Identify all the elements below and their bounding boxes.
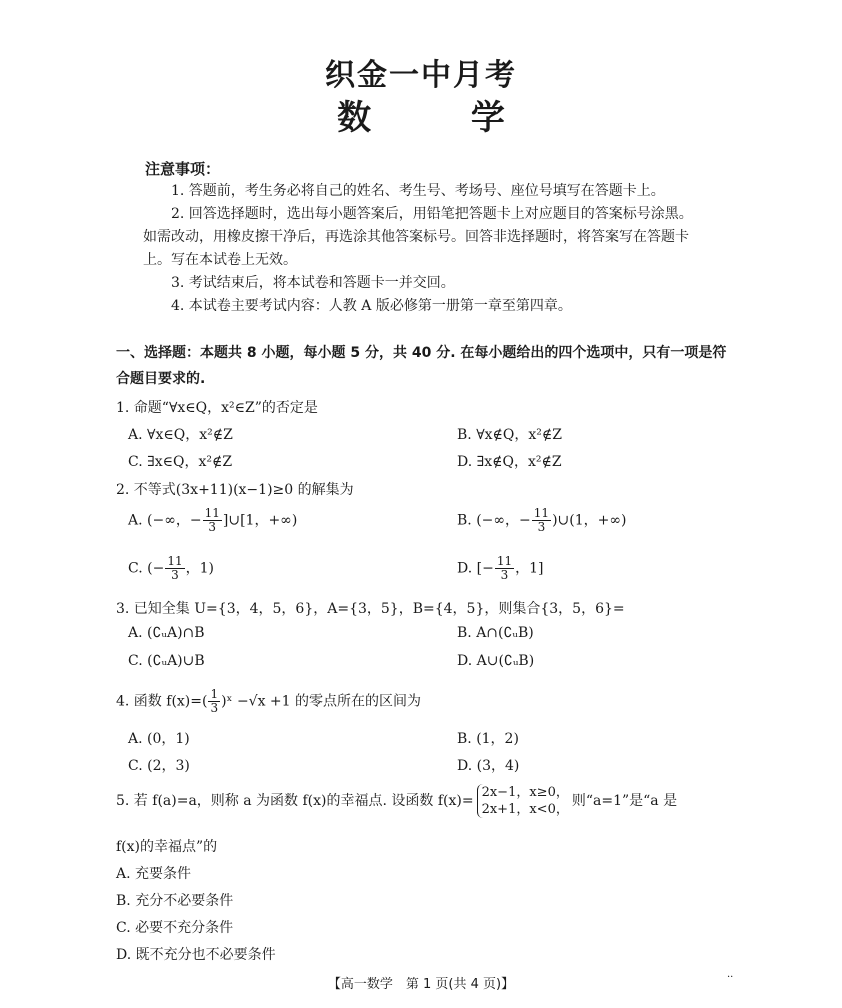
option-label: A. [128,512,143,529]
question-1-option-b: B. ∀x∉Q，x²∉Z [457,427,562,443]
notice-item-2: 2. 回答选择题时，选出每小题答案后，用铅笔把答题卡上对应题目的答案标号涂黑。如需改动，用橡皮擦干净后，再选涂其他答案标号。回答非选择题时，将答案写在答题卡上。写在本试卷上无效。 [143,206,693,268]
question-5-option-d: D. 既不充分也不必要条件 [116,947,276,963]
fraction [495,555,514,582]
fraction [208,688,220,715]
fraction-denominator: 3 [208,520,217,534]
question-4-option-d: D. (3，4) [457,758,520,774]
question-5-stem-line-2: f(x)的幸福点”的 [116,839,218,855]
question-4-option-c: C. (2，3) [128,758,190,774]
option-label: C. [128,560,143,577]
fraction [532,507,551,534]
fraction-numerator: 1 [210,687,219,701]
notice-item-4: 4. 本试卷主要考试内容：人教 A 版必修第一册第一章至第四章。 [171,298,572,314]
fraction [203,507,222,534]
page-footer: 【高一数学 第 1 页(共 4 页)】 [327,977,515,992]
fraction-denominator: 3 [210,701,219,715]
question-2-option-d [457,555,544,582]
piecewise-case-1: 2x−1，x≥0， [481,785,569,800]
section-heading [116,340,736,392]
fraction-numerator: 11 [167,554,183,568]
question-1-option-c: C. ∃x∈Q，x²∉Z [128,454,233,470]
question-5-stem-start: 5. 若 f(a)=a，则称 a 为函数 f(x)的幸福点. 设函数 f(x)= [116,793,474,809]
question-2-option-c [128,555,214,582]
option-interval-end: ，1] [515,560,544,577]
notice-item-3: 3. 考试结束后，将本试卷和答题卡一并交回。 [171,275,455,291]
question-1-stem: 1. 命题“∀x∈Q，x²∈Z”的否定是 [116,400,318,416]
question-5-option-c: C. 必要不充分条件 [116,920,234,936]
question-5-stem [116,784,677,818]
option-interval-end: ]∪[1，+∞) [222,512,298,529]
question-5-stem-end: 则“a=1”是“a 是 [571,793,678,809]
section-heading-text: 一、选择题：本题共 8 小题，每小题 5 分，共 40 分. 在每小题给出的四个选项中，只有一项是符合题目要求的. [116,345,727,387]
fraction-numerator: 11 [533,506,550,520]
question-2-stem: 2. 不等式(3x+11)(x−1)≥0 的解集为 [116,482,354,498]
question-5-option-a: A. 充要条件 [116,866,192,882]
fraction-numerator: 11 [204,506,220,520]
option-interval-start: (−∞，− [147,512,202,529]
question-4-stem-end: )ˣ −√x +1 的零点所在的区间为 [221,693,422,710]
question-4-stem [116,688,421,715]
piecewise-case-2: 2x+1，x<0， [481,802,569,817]
question-3-stem: 3. 已知全集 U={3，4，5，6}，A={3，5}，B={4，5}，则集合{3，5，6}= [116,601,625,617]
question-5-option-b: B. 充分不必要条件 [116,893,234,909]
question-4-option-a: A. (0，1) [128,731,190,747]
question-3-option-c: C. (∁ᵤA)∪B [128,653,205,669]
question-3-option-b: B. A∩(∁ᵤB) [457,625,534,641]
option-interval-start: (− [147,560,165,577]
option-interval-start: (−∞，− [476,512,531,529]
piecewise-function [477,784,569,818]
footer-mark: ·· [727,972,734,983]
fraction-denominator: 3 [500,568,509,582]
option-label: B. [457,512,472,529]
question-4-option-b: B. (1，2) [457,731,519,747]
option-label: D. [457,560,473,577]
option-interval-start: [− [476,560,494,577]
question-1-option-d: D. ∃x∉Q，x²∉Z [457,454,562,470]
question-1-option-a: A. ∀x∈Q，x²∉Z [128,427,233,443]
fraction-numerator: 11 [496,554,513,568]
notice-heading: 注意事项： [145,160,221,178]
fraction-denominator: 3 [537,520,546,534]
question-3-option-a: A. (∁ᵤA)∩B [128,625,205,641]
exam-title: 织金一中月考 [325,58,517,93]
question-2-option-a [128,507,297,534]
question-2-option-b [457,507,627,534]
question-4-stem-start: 4. 函数 f(x)=( [116,693,208,710]
fraction-denominator: 3 [171,568,179,582]
notice-item-1: 1. 答题前，考生务必将自己的姓名、考生号、考场号、座位号填写在答题卡上。 [171,183,665,199]
question-3-option-d: D. A∪(∁ᵤB) [457,653,535,669]
option-interval-end: )∪(1，+∞) [552,512,627,529]
option-interval-end: ，1) [185,560,214,577]
fraction [165,555,184,582]
exam-subject: 数 学 [337,98,549,138]
